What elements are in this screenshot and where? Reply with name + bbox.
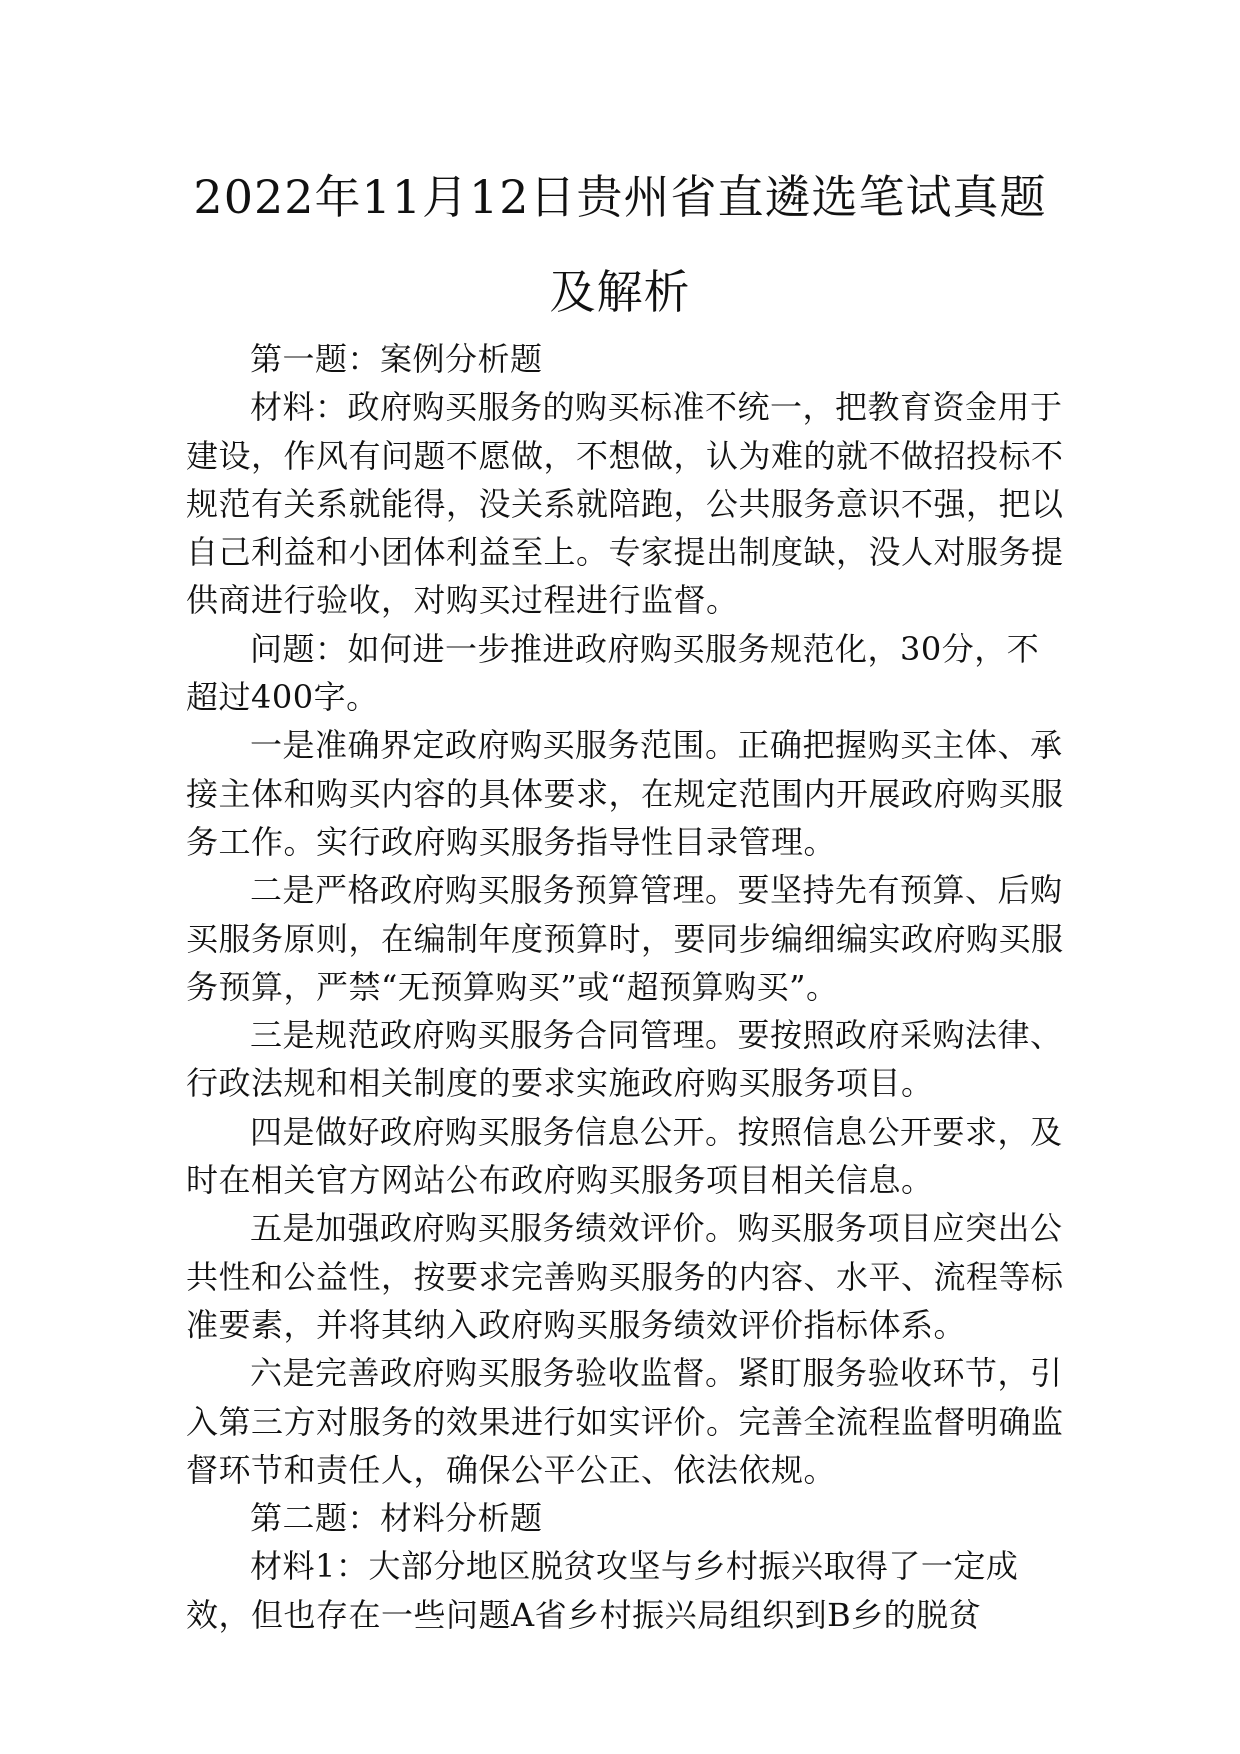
document-title-line-2: 及解析 [549,265,691,319]
answer-point-1: 一是准确界定政府购买服务范围。正确把握购买主体、承接主体和购买内容的具体要求，在规定范围内开展政府购买服务工作。实行政府购买服务指导性目录管理。 [186,726,1064,861]
answer-point-4: 四是做好政府购买服务信息公开。按照信息公开要求，及时在相关官方网站公布政府购买服务项目相关信息。 [186,1112,1063,1200]
document-title-line-1: 2022年11月12日贵州省直遴选笔试真题 [193,170,1047,224]
question-1-material: 材料：政府购买服务的购买标准不统一，把教育资金用于建设，作风有问题不愿做，不想做，认为难的就不做招投标不规范有关系就能得，没关系就陪跑，公共服务意识不强，把以自己利益和小团体利益至上。专家提出制度缺，没人对服务提供商进行验收，对购买过程进行监督。 [186,388,1064,620]
answer-point-5: 五是加强政府购买服务绩效评价。购买服务项目应突出公共性和公益性，按要求完善购买服务的内容、水平、流程等标准要素，并将其纳入政府购买服务绩效评价指标体系。 [186,1209,1064,1344]
answer-point-2: 二是严格政府购买服务预算管理。要坚持先有预算、后购买服务原则，在编制年度预算时，要同步编细编实政府购买服务预算，严禁“无预算购买”或“超预算购买”。 [186,871,1064,1006]
question-2-heading: 第二题：材料分析题 [250,1499,543,1538]
answer-point-3: 三是规范政府购买服务合同管理。要按照政府采购法律、行政法规和相关制度的要求实施政府购买服务项目。 [186,1016,1063,1103]
answer-point-6: 六是完善政府购买服务验收监督。紧盯服务验收环节，引入第三方对服务的效果进行如实评价。完善全流程监督明确监督环节和责任人，确保公平公正、依法依规。 [186,1354,1064,1489]
question-1-heading: 第一题：案例分析题 [250,340,543,378]
question-1-prompt: 问题：如何进一步推进政府购买服务规范化，30分，不超过400字。 [186,629,1040,717]
document-body [186,335,1071,1639]
question-2-material-1: 材料1：大部分地区脱贫攻坚与乡村振兴取得了一定成效，但也存在一些问题A省乡村振兴局组织到B乡的脱贫 [186,1547,1019,1634]
